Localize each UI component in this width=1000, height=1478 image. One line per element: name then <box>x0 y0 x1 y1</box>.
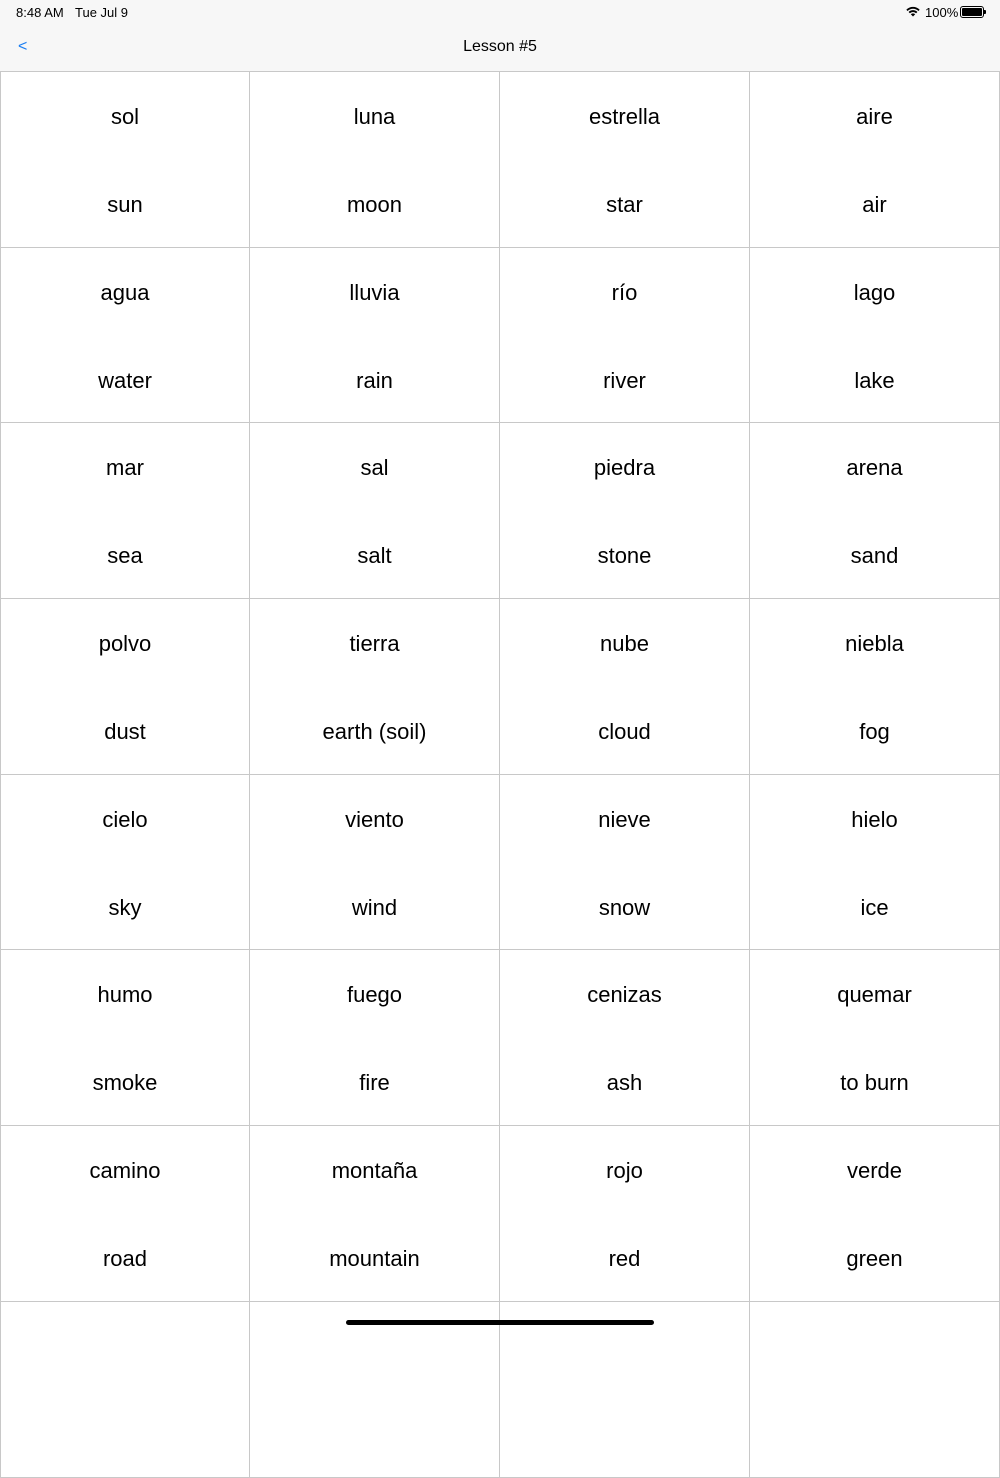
flashcard-grid <box>0 72 1000 1478</box>
flashcard[interactable] <box>500 72 750 248</box>
english-word: to burn <box>840 1070 909 1096</box>
flashcard[interactable] <box>500 599 750 775</box>
flashcard[interactable] <box>500 950 750 1126</box>
spanish-word: nube <box>600 631 649 657</box>
spanish-word: humo <box>97 982 153 1008</box>
spanish-word: hielo <box>851 806 898 832</box>
spanish-word: fuego <box>346 982 403 1008</box>
battery-icon <box>960 6 984 18</box>
flashcard[interactable] <box>500 775 750 951</box>
english-word: water <box>98 367 152 393</box>
english-word: sun <box>107 192 143 217</box>
english-word: wind <box>351 894 398 920</box>
status-bar <box>0 0 1000 24</box>
flashcard[interactable] <box>750 599 1000 775</box>
english-word: dust <box>104 719 146 745</box>
wifi-icon <box>905 5 921 17</box>
english-word: rain <box>356 367 393 393</box>
flashcard[interactable] <box>0 1302 250 1478</box>
english-word: sky <box>108 894 142 920</box>
english-word: moon <box>346 192 403 217</box>
spanish-word: polvo <box>98 631 152 657</box>
spanish-word: viento <box>345 806 404 832</box>
english-word: mountain <box>329 1246 420 1272</box>
spanish-word: lluvia <box>349 279 400 305</box>
flashcard[interactable] <box>250 599 500 775</box>
spanish-word: cenizas <box>587 982 662 1008</box>
spanish-word: niebla <box>845 631 904 657</box>
flashcard[interactable] <box>750 248 1000 424</box>
english-word: salt <box>357 543 392 569</box>
english-word: air <box>862 192 887 217</box>
flashcard[interactable] <box>0 599 250 775</box>
flashcard[interactable] <box>750 1302 1000 1478</box>
english-word: star <box>606 192 643 217</box>
spanish-word: aire <box>856 104 893 129</box>
english-word: river <box>603 367 646 393</box>
flashcard[interactable] <box>500 423 750 599</box>
flashcard[interactable] <box>750 775 1000 951</box>
spanish-word: montaña <box>331 1158 418 1184</box>
flashcard[interactable] <box>750 423 1000 599</box>
spanish-word: río <box>611 279 638 305</box>
english-word: lake <box>854 367 895 393</box>
english-word: red <box>608 1246 641 1272</box>
english-word: sea <box>107 543 143 569</box>
spanish-word: sol <box>110 104 140 129</box>
flashcard[interactable] <box>0 1126 250 1302</box>
english-word: fire <box>359 1070 390 1096</box>
spanish-word: verde <box>846 1158 903 1184</box>
status-time: 8:48 AM <box>16 5 64 20</box>
spanish-word: sal <box>360 455 389 481</box>
flashcard[interactable] <box>750 1126 1000 1302</box>
status-date: Tue Jul 9 <box>75 5 128 20</box>
spanish-word: camino <box>89 1158 161 1184</box>
flashcard[interactable] <box>250 248 500 424</box>
flashcard[interactable] <box>500 248 750 424</box>
flashcard[interactable] <box>250 950 500 1126</box>
flashcard[interactable] <box>0 775 250 951</box>
english-word: sand <box>850 543 899 569</box>
spanish-word: agua <box>100 279 150 305</box>
english-word: smoke <box>92 1070 158 1096</box>
home-indicator[interactable] <box>346 1320 654 1325</box>
flashcard[interactable] <box>750 950 1000 1126</box>
spanish-word: tierra <box>349 631 400 657</box>
flashcard[interactable] <box>250 1126 500 1302</box>
spanish-word: mar <box>106 455 144 481</box>
spanish-word: lago <box>853 279 896 305</box>
flashcard[interactable] <box>0 248 250 424</box>
english-word: fog <box>859 719 890 745</box>
battery-percent: 100% <box>925 5 959 20</box>
page-title: Lesson #5 <box>463 38 537 55</box>
spanish-word: piedra <box>593 455 656 481</box>
flashcard[interactable] <box>0 423 250 599</box>
flashcard[interactable] <box>250 423 500 599</box>
spanish-word: cielo <box>102 806 148 832</box>
spanish-word: nieve <box>598 806 651 832</box>
back-button[interactable]: < <box>18 38 28 55</box>
english-word: road <box>102 1246 148 1272</box>
english-word: snow <box>598 894 651 920</box>
english-word: green <box>846 1246 903 1272</box>
flashcard[interactable] <box>250 775 500 951</box>
flashcard[interactable] <box>500 1302 750 1478</box>
spanish-word: luna <box>353 104 396 129</box>
spanish-word: arena <box>846 455 903 481</box>
navigation-bar <box>0 24 1000 72</box>
spanish-word: estrella <box>589 104 660 129</box>
english-word: cloud <box>598 719 651 745</box>
spanish-word: rojo <box>606 1158 643 1184</box>
english-word: ash <box>606 1070 643 1096</box>
english-word: ice <box>860 894 889 920</box>
flashcard[interactable] <box>250 1302 500 1478</box>
flashcard[interactable] <box>0 950 250 1126</box>
flashcard[interactable] <box>250 72 500 248</box>
flashcard[interactable] <box>500 1126 750 1302</box>
flashcard[interactable] <box>750 72 1000 248</box>
flashcard[interactable] <box>0 72 250 248</box>
spanish-word: quemar <box>837 982 912 1008</box>
english-word: earth (soil) <box>322 719 427 745</box>
english-word: stone <box>597 543 652 569</box>
